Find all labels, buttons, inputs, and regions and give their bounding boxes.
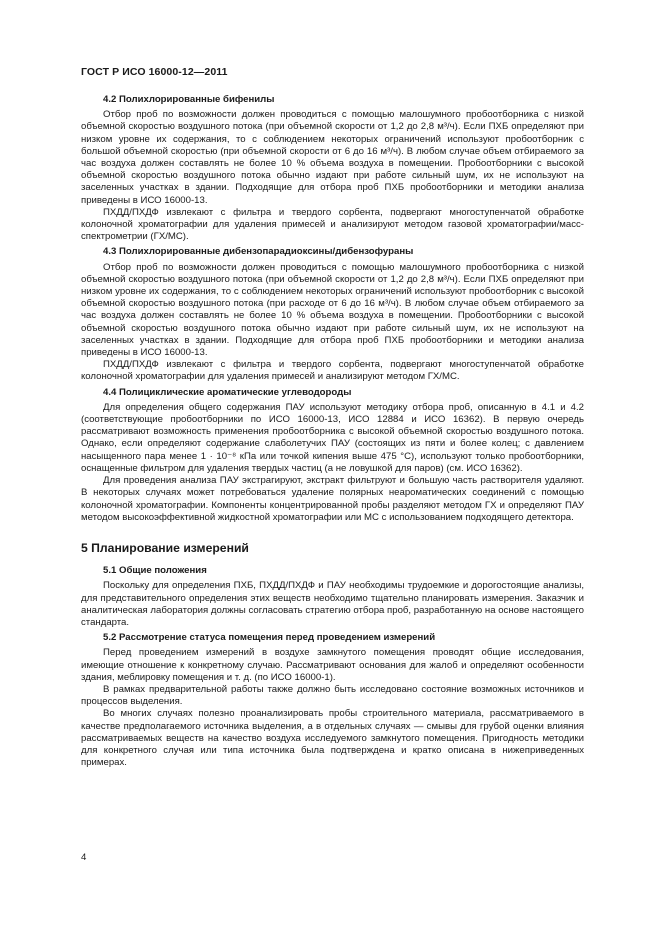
- paragraph: Перед проведением измерений в воздухе замкнутого помещения проводят общие исследования, имеющие отношение к конкретному случаю. Рассматривают основания для жалоб и определяют особенности здания, меблировку помещения и т. д. (по ИСО 16000-1).: [81, 647, 584, 683]
- section-heading-4-2: 4.2 Полихлорированные бифенилы: [103, 94, 275, 105]
- paragraph: Для определения общего содержания ПАУ используют методику отбора проб, описанную в 4.1 и 4.2 (соответствующие пробоотборники по ИСО 16000-13, ИСО 12884 и ИСО 16362). В первую очередь рассматривают возможность применения пробоотборника с высокой объемной скоростью воздушного потока. Однако, если определяют содержание слаболетучих ПАУ (состоящих из пяти и более колец; с давлением насыщенного пара менее 1 · 10⁻⁸ кПа или точкой кипения выше 475 °С), используют только пробоотборники, оснащенные фильтром для удаления твердых частиц (а не ловушкой для паров) (см. ИСО 16362).: [81, 401, 584, 474]
- paragraph: Отбор проб по возможности должен проводиться с помощью малошумного пробоотборника с низкой объемной скоростью воздушного потока (при объемной скорости от 1,2 до 2,8 м³/ч). Если ПХБ определяют при низком уровне их содержания, то с соблюдением некоторых ограничений используют пробоотборник с большой объемной скоростью (при объемной скорости от 6 до 16 м³/ч). В любом случае объем отбираемого за час воздуха должен составлять не более 10 % объема воздуха в помещении. Пробоотборники с высокой объемной скоростью воздушного потока обычно издают при работе сильный шум, их не используют на заселенных участках в здании. Подходящие для отбора проб ПХБ пробоотборники и методики анализа приведены в ИСО 16000-13.: [81, 109, 584, 206]
- paragraph: Во многих случаях полезно проанализировать пробы строительного материала, рассматриваемого в качестве предполагаемого источника выделения, а в отдельных случаях — смывы для грубой оценки влияния рассматриваемых веществ на качество воздуха исследуемого замкнутого помещения. Пригодность методики для конкретного случая или типа источника была подтверждена и кратко описана в нижеприведенных примерах.: [81, 708, 584, 769]
- paragraph: Для проведения анализа ПАУ экстрагируют, экстракт фильтруют и большую часть растворителя удаляют. В некоторых случаях может потребоваться удаление полярных неароматических соединений с помощью колоночной хроматографии. Компоненты концентрированной пробы разделяют методом ГХ и определяют ПАУ методом высокоэффективной жидкостной хроматографии или МС с использованием подходящего детектора.: [81, 475, 584, 523]
- paragraph: ПХДД/ПХДФ извлекают с фильтра и твердого сорбента, подвергают многоступенчатой обработке колоночной хроматографии для удаления примесей и анализируют методом ГХ/МС.: [81, 359, 584, 383]
- section-heading-5-1: 5.1 Общие положения: [103, 565, 207, 577]
- section-heading-4-3: 4.3 Полихлорированные дибензопарадиоксины/дибензофураны: [103, 246, 414, 258]
- page-number: 4: [81, 852, 87, 863]
- section-heading-5-2: 5.2 Рассмотрение статуса помещения перед проведением измерений: [103, 632, 436, 644]
- paragraph: Поскольку для определения ПХБ, ПХДД/ПХДФ и ПАУ необходимы трудоемкие и дорогостоящие анализы, для представительного определения этих веществ необходимо тщательно планировать измерения. Заказчик и аналитическая лаборатория должны согласовать стратегию отбора проб, разработанную на основе настоящего стандарта.: [81, 580, 584, 628]
- chapter-heading-5: 5 Планирование измерений: [81, 540, 249, 555]
- paragraph: ПХДД/ПХДФ извлекают с фильтра и твердого сорбента, подвергают многоступенчатой обработке колоночной хроматографии для удаления примесей и анализируют методом газовой хроматографии/масс-спектрометрии (ГХ/МС).: [81, 206, 584, 243]
- paragraph: Отбор проб по возможности должен проводиться с помощью малошумного пробоотборника с низкой объемной скоростью воздушного потока (при объемной скорости от 1,2 до 2,8 м³/ч). Если ПХБ определяют при низком уровне их содержания, то с соблюдением некоторых ограничений используют пробоотборник с высокой объемной скоростью воздушного потока (при расходе от 6 до 16 м³/ч). В любом случае объем отбираемого за час воздуха должен составлять не более 10 % объема воздуха в помещении. Пробоотборники с высокой объемной скоростью воздушного потока обычно издают при работе сильный шум, их не используют на заселенных участках в здании. Подходящие для отбора проб ПХБ пробоотборники и методики анализа приведены в ИСО 16000-13.: [81, 261, 584, 359]
- paragraph: В рамках предварительной работы также должно быть исследовано состояние возможных источников и процессов выделения.: [81, 683, 584, 708]
- section-heading-4-4: 4.4 Полициклические ароматические углеводороды: [103, 386, 352, 398]
- page-content: [81, 94, 584, 769]
- document-header: ГОСТ Р ИСО 16000-12—2011: [81, 66, 228, 78]
